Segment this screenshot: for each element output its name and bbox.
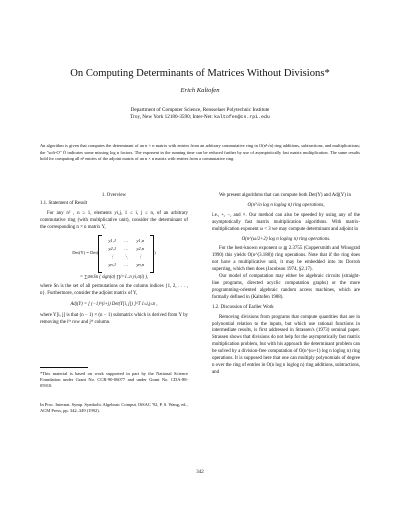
author-name: Erich Kaltofen	[180, 87, 220, 94]
adjoint-equation: Adj(Y) = [ (−1)^(i+j) Det(Y[i, j]) ]^T 1≤i,j≤n ,	[70, 302, 158, 308]
section-1-title: 1. Overview	[101, 193, 127, 198]
matrix-cell: ⋮	[109, 254, 115, 260]
footnote-rule	[40, 367, 88, 368]
right-equation-2: O(n^(ω/2+2) log n loglog n) ring operations.	[241, 236, 331, 242]
matrix-cell: yn,1	[108, 261, 117, 267]
affiliation-line-1: Department of Computer Science, Rensselaer Polytechnic Institute	[130, 107, 270, 113]
sum-equation: = ∑σ∈Sn ( sign(σ) ∏i=1..n yi,σ(i) ),	[79, 274, 149, 280]
matrix-grid	[102, 237, 150, 270]
citation: In Proc. Internat. Symp. Symbolic Algebraic Comput. ISSAC '92, P. S. Wang, ed., ACM Press, pp. 342–349 (1992).	[40, 402, 188, 414]
right-paragraph-1: We present algorithms that can compute both Det(Y) and Adj(Y) in	[219, 193, 351, 198]
right-paragraph-3: For the best-known exponent ω ≦ 2.3755 (Coppersmith and Winograd 1990) this yields O(n^(3.188)) ring operations. Note that if the ring does not have a multiplicative unit, it may be embedded into its Dorroh superring, which then does (Jacobson 1974, §2.17).	[212, 246, 360, 273]
matrix-cell: …	[124, 246, 129, 252]
matrix-cell: …	[124, 261, 129, 267]
affiliation-address: Troy, New York 12180-3590; Inter-Net:	[130, 114, 215, 121]
matrix-cell: yn,n	[136, 261, 145, 267]
determinant-equation	[40, 235, 188, 273]
right-paragraph-2: i.e., +, −, and ×. Our method can also be speeded by using any of the asymptotically fast matrix multiplication algorithms. With matrix-multiplication exponent ω < 3 we may compute determinant and adjoint in	[212, 212, 360, 232]
right-column	[212, 193, 360, 377]
footnote: *This material is based on work supported in part by the National Science Foundation under Grant No. CCR-90-06077 and under Grant No. CDA-88-05910.	[40, 371, 188, 389]
right-equation-1: O(n³√n log n loglog n) ring operations,	[247, 202, 325, 208]
left-paragraph-1: For any n² , n ≥ 1, elements yi,j, 1 ≤ i, j ≤ n, of an arbitrary commutative ring (with multiplicative unit), consider the determinant of the corresponding n × n matrix Y,	[40, 210, 188, 230]
matrix-cell: y1,1	[108, 238, 117, 244]
left-paragraph-2: where Sn is the set of all permutations on the column indices {1, 2, . . . , n}. Furthermore, consider the adjoint matrix of Y,	[40, 284, 188, 297]
author-email: kaltofen@cs.rpi.edu	[214, 115, 270, 121]
left-paragraph-3: where Y[i, j] is that (n − 1) × (n − 1) submatrix which is derived from Y by removing the iᵗʰ row and jᵗʰ column.	[40, 313, 188, 326]
abstract: An algorithm is given that computes the determinant of an n × n matrix with entries from an arbitrary commutative ring in O(n³√n) ring additions, subtractions, and multiplications; the "soft-O" Õ indicates some missing log n factors. The exponent in the running time can be reduced further by use of asymptotically fast matrix multiplication. The same results hold for computing all n² entries of the adjoint matrix of an n × n matrix with entries from a commutative ring.	[40, 143, 360, 162]
right-paragraph-4: Our model of computation may either be algebraic circuits (straight-line programs, directed acyclic computation graphs) or the more programming-oriented algebraic random access machines, which are formally defined in (Kaltofen 1988).	[212, 274, 360, 300]
matrix-cell: y2,n	[136, 246, 145, 252]
matrix-cell: ⋮	[137, 254, 143, 260]
affiliation	[0, 107, 400, 121]
left-column	[40, 193, 188, 327]
matrix-cell: …	[124, 238, 129, 244]
paper-title: On Computing Determinants of Matrices Without Divisions*	[70, 68, 330, 79]
page-number: 342	[196, 470, 204, 475]
subsection-1-2-title: 1.2. Discussion of Earlier Work	[212, 304, 274, 310]
affiliation-line-2	[0, 114, 400, 121]
matrix-cell: ⋱	[123, 254, 129, 260]
matrix-cell: y1,n	[136, 238, 145, 244]
right-paragraph-5: Removing divisions from programs that compute quantities that are in polynomial relation to the inputs, but which use rational functions in intermediate results, is first addressed in Strassen's (1973) seminal paper. Strassen shows that divisions do not help for the asymptotically fast matrix multiplication problem, but with his approach the determinant problem can be solved by a division-free computation of O(n^(ω+1) log n loglog n) ring operations. It is supposed here that one can multiply polynomials of degree n over the ring of entries in O(n log n loglog n) ring additions, subtractions, and	[212, 314, 360, 375]
det-close: )	[154, 250, 156, 256]
matrix-cell: y2,1	[108, 246, 117, 252]
det-label: Det(Y) = Det(	[72, 250, 99, 256]
subsection-1-1-title: 1.1. Statement of Result	[40, 200, 88, 206]
